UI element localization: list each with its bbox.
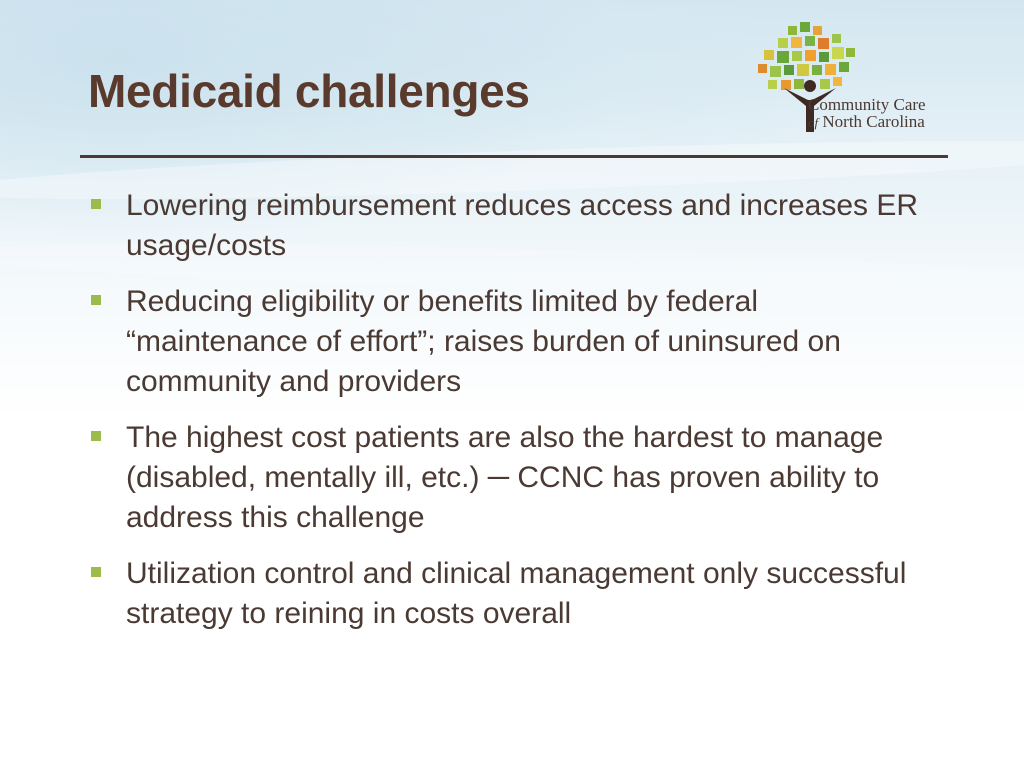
- bullet-text: Utilization control and clinical management only successful strategy to reining in costs overall: [126, 557, 907, 630]
- bullet-text: Reducing eligibility or benefits limited by federal “maintenance of effort”; raises burden of uninsured on community and providers: [126, 285, 841, 398]
- bullet-item: [88, 418, 948, 538]
- square-bullet-icon: [91, 567, 101, 577]
- logo-line-2-prefix: of: [808, 115, 819, 130]
- title-divider: [80, 155, 948, 158]
- square-bullet-icon: [91, 431, 101, 441]
- logo-line-1: Community Care: [808, 95, 926, 114]
- logo-line-2-main: North Carolina: [822, 112, 925, 131]
- bullet-item: [88, 282, 948, 402]
- tree-canopy-icon: [758, 22, 855, 90]
- square-bullet-icon: [91, 199, 101, 209]
- bullet-text: Lowering reimbursement reduces access and increases ER usage/costs: [126, 189, 919, 262]
- slide-title: Medicaid challenges: [88, 65, 530, 117]
- bullet-text: The highest cost patients are also the hardest to manage (disabled, mentally ill, etc.) ─ CCNC has proven ability to address this challenge: [126, 421, 884, 534]
- logo-wordmark: [808, 96, 926, 131]
- logo-line-2: [808, 113, 926, 131]
- bullet-list: [88, 186, 948, 650]
- square-bullet-icon: [91, 295, 101, 305]
- bullet-item: [88, 554, 948, 634]
- bullet-item: [88, 186, 948, 266]
